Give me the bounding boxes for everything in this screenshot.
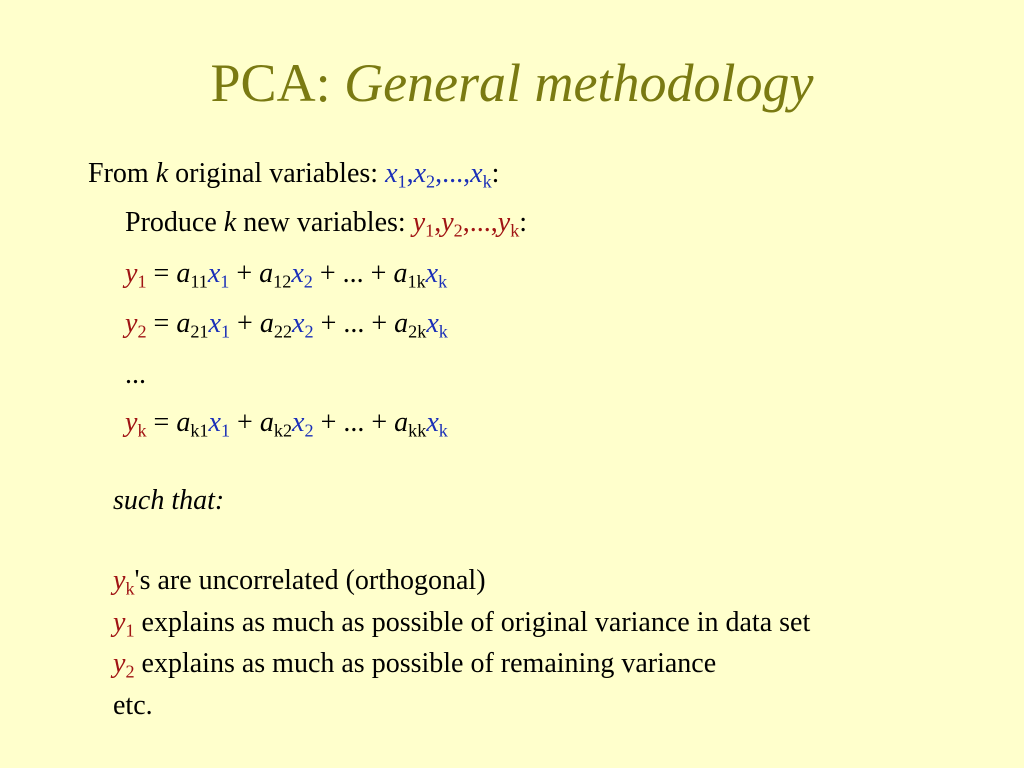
eq1-x1: x: [207, 258, 221, 289]
eq1-a3-sub: 1k: [407, 271, 426, 292]
eqk-x3: x: [426, 407, 439, 438]
produce-y2-var: y: [441, 207, 454, 238]
cond1-text: 's are uncorrelated (orthogonal): [134, 565, 486, 596]
produce-line: [125, 205, 527, 241]
eqk-a1: a: [176, 407, 191, 438]
produce-comma-2: ,...,: [462, 207, 498, 238]
eq2-equals: =: [146, 308, 177, 339]
eq2-a1: a: [176, 308, 191, 339]
intro-line: [88, 156, 499, 192]
eq2-plus-2: + ... +: [313, 308, 395, 339]
cond3-y: y: [113, 648, 126, 679]
produce-y1-var: y: [412, 207, 426, 238]
eqk-x2-sub: 2: [304, 420, 314, 441]
eq1-a3: a: [393, 258, 408, 289]
eq1-a1-sub: 11: [190, 271, 208, 292]
eqk-y-sub: k: [137, 420, 147, 441]
intro-x1-var: x: [385, 158, 398, 189]
eqk-a2-sub: k2: [273, 420, 293, 441]
produce-colon: :: [519, 207, 528, 238]
intro-colon: :: [491, 158, 500, 189]
intro-x2-sub: 2: [426, 171, 436, 192]
eq2-a1-sub: 21: [190, 321, 209, 342]
eqk-x3-sub: k: [438, 420, 448, 441]
eq2-a3: a: [394, 308, 409, 339]
intro-comma-1: ,: [406, 158, 414, 189]
eq1-a2-sub: 12: [273, 271, 292, 292]
eq1-x2-sub: 2: [303, 271, 313, 292]
slide-title: [0, 52, 1024, 114]
eqk-x2: x: [292, 407, 305, 438]
intro-xk-var: x: [470, 158, 483, 189]
intro-x1-sub: 1: [397, 171, 407, 192]
intro-xk-sub: k: [482, 171, 492, 192]
eq1-x1-sub: 1: [220, 271, 230, 292]
produce-k: k: [223, 207, 237, 238]
title-italic: General methodology: [344, 53, 814, 113]
eq2-x2-sub: 2: [304, 321, 314, 342]
eq1-equals: =: [146, 258, 177, 289]
eq2-x3: x: [426, 308, 439, 339]
eq1-a1: a: [176, 258, 191, 289]
eq2-plus-1: +: [230, 308, 260, 339]
intro-x2-var: x: [413, 158, 427, 189]
cond2-y: y: [113, 607, 126, 638]
intro-text-1: From: [88, 158, 156, 189]
equation-k: [125, 405, 448, 441]
eqk-a2: a: [259, 407, 274, 438]
produce-text-1: Produce: [125, 207, 224, 238]
such-that-label: such that:: [113, 485, 225, 516]
ellipsis-line: ...: [125, 359, 146, 390]
intro-comma-2: ,...,: [435, 158, 471, 189]
produce-yk-var: y: [497, 207, 511, 238]
eqk-a3-sub: kk: [408, 420, 427, 441]
cond3-text: explains as much as possible of remaining variance: [134, 648, 717, 679]
eq2-y: y: [125, 308, 138, 339]
eq2-a3-sub: 2k: [408, 321, 427, 342]
eq1-a2: a: [259, 258, 274, 289]
intro-text-2: original variables:: [168, 158, 386, 189]
cond1-y: y: [113, 565, 126, 596]
eq2-x1: x: [208, 308, 221, 339]
eq1-plus-2: + ... +: [312, 258, 394, 289]
cond1-y-sub: k: [125, 578, 135, 599]
produce-text-2: new variables:: [236, 207, 413, 238]
eqk-x1-sub: 1: [220, 420, 231, 441]
eqk-y: y: [125, 407, 138, 438]
eq1-x3-sub: k: [438, 271, 448, 292]
title-prefix: PCA:: [210, 53, 345, 113]
eqk-plus-1: +: [230, 407, 260, 438]
eq1-y: y: [125, 258, 138, 289]
produce-y2-sub: 2: [453, 220, 463, 241]
eqk-plus-2: + ... +: [313, 407, 395, 438]
eqk-equals: =: [146, 407, 177, 438]
produce-yk-sub: k: [510, 220, 520, 241]
eq2-x1-sub: 1: [220, 321, 231, 342]
eqk-x1: x: [208, 407, 221, 438]
produce-comma-1: ,: [434, 207, 442, 238]
cond3-y-sub: 2: [125, 661, 135, 682]
eq2-a2-sub: 22: [273, 321, 293, 342]
produce-y1-sub: 1: [425, 220, 435, 241]
eq1-plus-1: +: [229, 258, 260, 289]
eq2-x3-sub: k: [438, 321, 448, 342]
equation-2: [125, 306, 448, 342]
eq1-y-sub: 1: [137, 271, 147, 292]
intro-k: k: [155, 158, 169, 189]
condition-y1-variance: [113, 605, 810, 641]
condition-y2-variance: [113, 646, 716, 682]
eq1-x2: x: [291, 258, 304, 289]
eq2-y-sub: 2: [137, 321, 147, 342]
equation-1: [125, 256, 447, 292]
eq2-x2: x: [292, 308, 305, 339]
eq2-a2: a: [259, 308, 274, 339]
cond2-y-sub: 1: [125, 620, 135, 641]
cond2-text: explains as much as possible of original variance in data set: [134, 607, 811, 638]
etc-line: etc.: [113, 690, 153, 721]
eqk-a1-sub: k1: [190, 420, 209, 441]
condition-uncorrelated: [113, 563, 486, 599]
eqk-a3: a: [394, 407, 409, 438]
eq1-x3: x: [425, 258, 439, 289]
